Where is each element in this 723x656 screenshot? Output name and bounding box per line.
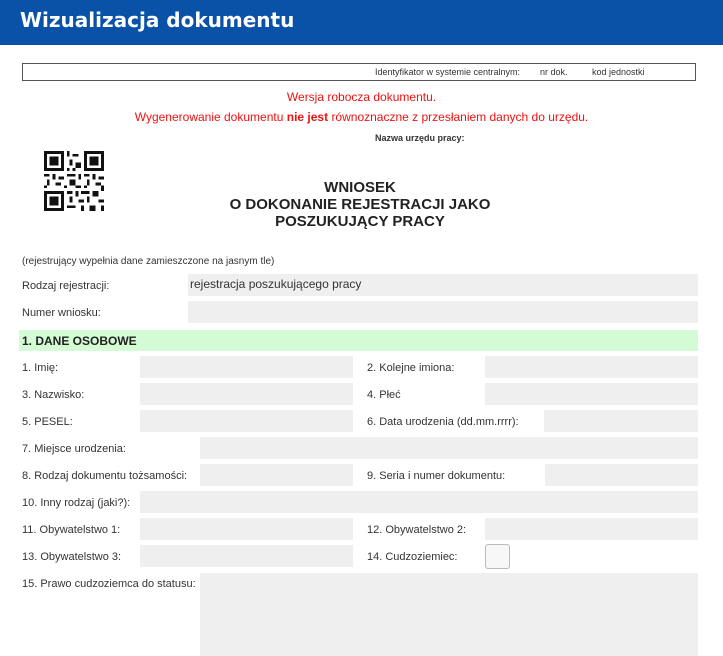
pesel-field[interactable] bbox=[140, 410, 353, 432]
surname-field[interactable] bbox=[140, 383, 353, 405]
other-type-label: 10. Inny rodzaj (jaki?): bbox=[22, 497, 131, 509]
registration-type-field[interactable]: rejestracja poszukującego pracy bbox=[188, 274, 698, 296]
draft-notice: Wersja robocza dokumentu. bbox=[286, 90, 437, 104]
citizenship-2-label: 12. Obywatelstwo 2: bbox=[367, 524, 467, 536]
birth-place-label: 7. Miejsce urodzenia: bbox=[22, 443, 126, 455]
central-identifier-box bbox=[22, 63, 696, 81]
citizenship-2-field[interactable] bbox=[485, 518, 698, 540]
fill-hint: (rejestrujący wypełnia dane zamieszczone na jasnym tle) bbox=[22, 256, 275, 267]
qr-code-icon bbox=[44, 151, 104, 211]
page-title: Wizualizacja dokumentu bbox=[20, 8, 295, 32]
other-type-field[interactable] bbox=[140, 491, 698, 513]
citizenship-1-field[interactable] bbox=[140, 518, 353, 540]
sex-field[interactable] bbox=[485, 383, 698, 405]
id-document-type-field[interactable] bbox=[200, 464, 353, 486]
citizenship-1-label: 11. Obywatelstwo 1: bbox=[22, 524, 121, 536]
first-name-field[interactable] bbox=[140, 356, 353, 378]
birth-date-label: 6. Data urodzenia (dd.mm.rrrr): bbox=[367, 416, 519, 428]
foreigner-checkbox[interactable] bbox=[485, 544, 510, 569]
section-personal-data-header: 1. DANE OSOBOWE bbox=[19, 330, 698, 351]
foreigner-label: 14. Cudzoziemiec: bbox=[367, 551, 458, 563]
middle-names-label: 2. Kolejne imiona: bbox=[367, 362, 455, 374]
document-title: WNIOSEK O DOKONANIE REJESTRACJI JAKO POSZUKUJĄCY PRACY bbox=[229, 179, 491, 230]
office-name-label: Nazwa urzędu pracy: bbox=[375, 133, 465, 143]
foreigner-status-label: 15. Prawo cudzoziemca do statusu: bbox=[22, 578, 196, 590]
surname-label: 3. Nazwisko: bbox=[22, 389, 85, 401]
first-name-label: 1. Imię: bbox=[22, 362, 59, 374]
central-identifier-label: Identyfikator w systemie centralnym: bbox=[375, 67, 521, 77]
application-number-field[interactable] bbox=[188, 301, 698, 323]
registration-type-label: Rodzaj rejestracji: bbox=[22, 280, 110, 292]
top-bar bbox=[0, 0, 723, 45]
foreigner-status-field[interactable] bbox=[200, 573, 698, 656]
citizenship-3-field[interactable] bbox=[140, 545, 353, 567]
sex-label: 4. Płeć bbox=[367, 389, 401, 401]
application-number-label: Numer wniosku: bbox=[22, 307, 101, 319]
submission-notice: Wygenerowanie dokumentu nie jest równoznaczne z przesłaniem danych do urzędu. bbox=[134, 110, 589, 124]
birth-place-field[interactable] bbox=[200, 437, 698, 459]
doc-number-label: nr dok. bbox=[540, 67, 568, 77]
id-document-type-label: 8. Rodzaj dokumentu tożsamości: bbox=[22, 470, 188, 482]
citizenship-3-label: 13. Obywatelstwo 3: bbox=[22, 551, 122, 563]
birth-date-field[interactable] bbox=[544, 410, 698, 432]
unit-code-label: kod jednostki bbox=[592, 67, 645, 77]
id-document-number-label: 9. Seria i numer dokumentu: bbox=[367, 470, 506, 482]
pesel-label: 5. PESEL: bbox=[22, 416, 73, 428]
middle-names-field[interactable] bbox=[485, 356, 698, 378]
id-document-number-field[interactable] bbox=[545, 464, 698, 486]
